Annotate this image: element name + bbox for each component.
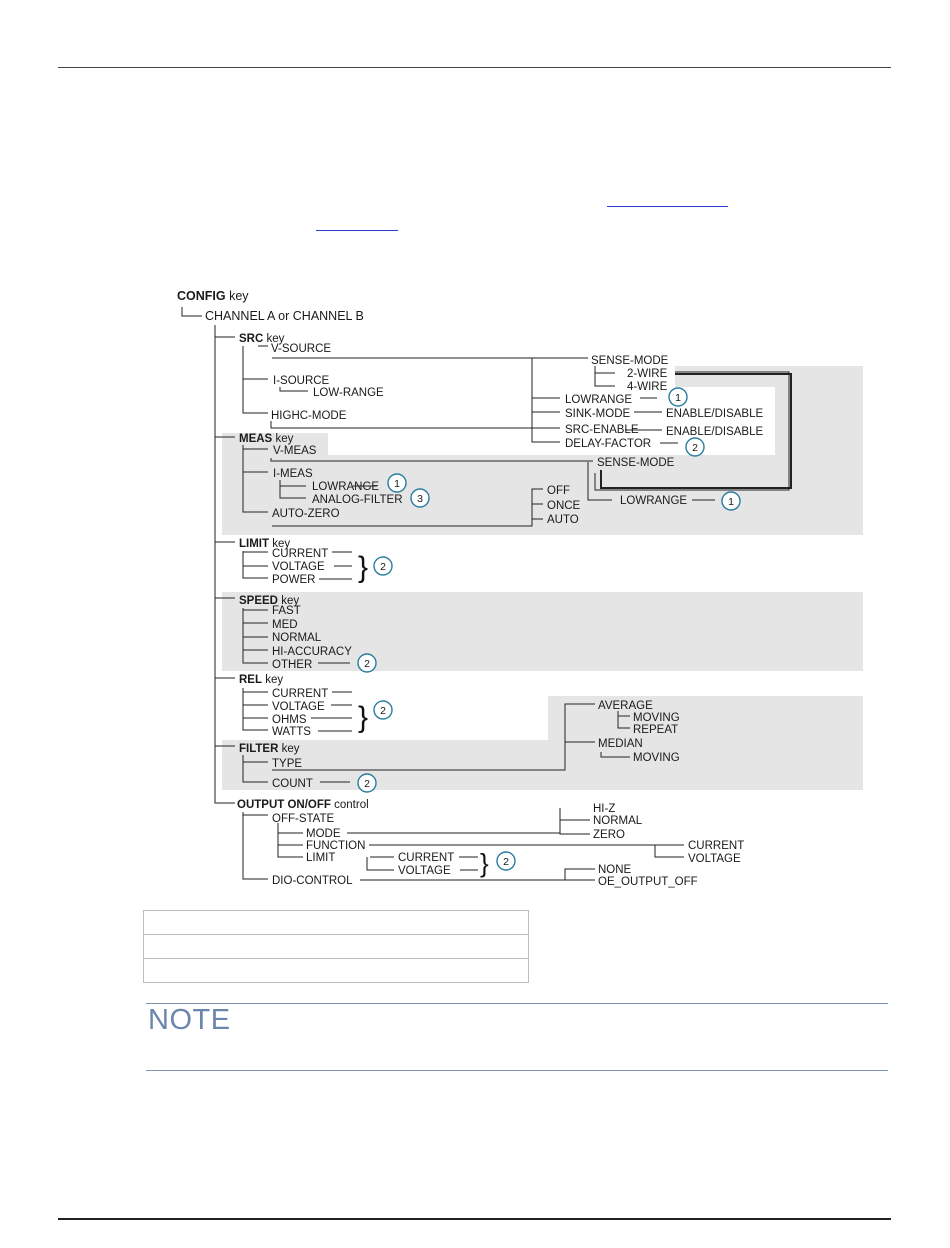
table-row: [144, 911, 529, 935]
sink-mode-value: ENABLE/DISABLE: [666, 408, 764, 420]
rel-ohms-item: OHMS: [272, 714, 307, 726]
src-enable-value: ENABLE/DISABLE: [666, 426, 764, 438]
note-marker: 1: [394, 478, 400, 490]
rel-brace: }: [358, 701, 369, 734]
delay-factor-item: DELAY-FACTOR: [565, 438, 652, 450]
footer-rule: [58, 1218, 891, 1220]
note-marker: 2: [503, 856, 509, 868]
output-limit-brace: }: [480, 848, 489, 878]
note-marker: 2: [364, 658, 370, 670]
two-wire-item: 2-WIRE: [627, 368, 668, 380]
off-state-mode-item: MODE: [306, 828, 341, 840]
note-marker: 3: [417, 493, 423, 505]
meas-lowrange-item: LOWRANGE: [312, 481, 380, 493]
filter-median-moving-item: MOVING: [633, 752, 680, 764]
auto-zero-once: ONCE: [547, 500, 581, 512]
speed-normal-item: NORMAL: [272, 632, 322, 644]
analog-filter-item: ANALOG-FILTER: [312, 494, 403, 506]
filter-type-item: TYPE: [272, 758, 303, 770]
speed-med-item: MED: [272, 619, 298, 631]
src-lowrange-item: LOWRANGE: [565, 394, 633, 406]
channel-label: CHANNEL A or CHANNEL B: [205, 309, 364, 323]
dio-none-item: NONE: [598, 864, 632, 876]
speed-other-item: OTHER: [272, 659, 313, 671]
function-voltage-item: VOLTAGE: [688, 853, 741, 865]
config-key-label: CONFIG key: [177, 289, 249, 303]
off-state-function-item: FUNCTION: [306, 840, 366, 852]
note-marker: 2: [380, 561, 386, 573]
v-source-item: V-SOURCE: [271, 343, 332, 355]
auto-zero-item: AUTO-ZERO: [272, 508, 340, 520]
off-state-limit-item: LIMIT: [306, 852, 336, 864]
limit-key-label: LIMIT key: [239, 538, 291, 550]
shaded-panels: [222, 366, 863, 790]
limit-brace: }: [358, 551, 369, 584]
meas-key-label: MEAS key: [239, 433, 294, 445]
note-marker: 2: [380, 705, 386, 717]
mode-hi-z-item: HI-Z: [593, 803, 616, 815]
speed-key-label: SPEED key: [239, 595, 300, 607]
filter-key-label: FILTER key: [239, 743, 300, 755]
low-range-item: LOW-RANGE: [313, 387, 384, 399]
table-row: [144, 959, 529, 983]
filter-count-item: COUNT: [272, 778, 313, 790]
mode-normal-item: NORMAL: [593, 815, 643, 827]
table-cell: [144, 959, 529, 983]
dio-oe-output-off-item: OE_OUTPUT_OFF: [598, 876, 698, 888]
note-marker: 1: [728, 496, 734, 508]
auto-zero-auto: AUTO: [547, 514, 579, 526]
auto-zero-off: OFF: [547, 485, 570, 497]
filter-average-moving-item: MOVING: [633, 712, 680, 724]
dio-control-item: DIO-CONTROL: [272, 875, 353, 887]
v-meas-item: V-MEAS: [273, 445, 317, 457]
speed-hi-accuracy-item: HI-ACCURACY: [272, 646, 352, 658]
highc-mode-item: HIGHC-MODE: [271, 410, 347, 422]
rel-voltage-item: VOLTAGE: [272, 701, 325, 713]
output-control-label: OUTPUT ON/OFF control: [237, 799, 369, 811]
four-wire-item: 4-WIRE: [627, 381, 668, 393]
speed-fast-item: FAST: [272, 605, 301, 617]
rel-watts-item: WATTS: [272, 726, 311, 738]
sink-mode-item: SINK-MODE: [565, 408, 631, 420]
meas-lowrange-right-item: LOWRANGE: [620, 495, 688, 507]
limit-power-item: POWER: [272, 574, 316, 586]
notes-table: [143, 910, 529, 983]
filter-average-item: AVERAGE: [598, 700, 653, 712]
i-source-item: I-SOURCE: [273, 375, 330, 387]
function-current-item: CURRENT: [688, 840, 745, 852]
note-marker: 2: [364, 778, 370, 790]
note-marker: 2: [692, 442, 698, 454]
i-meas-item: I-MEAS: [273, 468, 313, 480]
note-heading: NOTE: [148, 1004, 231, 1036]
rel-key-label: REL key: [239, 674, 284, 686]
off-state-item: OFF-STATE: [272, 813, 335, 825]
filter-median-item: MEDIAN: [598, 738, 643, 750]
note-marker: 1: [675, 392, 681, 404]
limit-voltage-item: VOLTAGE: [272, 561, 325, 573]
limit-current-item: CURRENT: [272, 548, 329, 560]
mode-zero-item: ZERO: [593, 829, 625, 841]
table-cell: [144, 911, 529, 935]
table-row: [144, 935, 529, 959]
note-bottom-rule: [146, 1070, 888, 1071]
src-key-label: SRC key: [239, 333, 285, 345]
off-state-limit-voltage-item: VOLTAGE: [398, 865, 451, 877]
table-cell: [144, 935, 529, 959]
src-sense-mode-item: SENSE-MODE: [591, 355, 669, 367]
src-enable-item: SRC-ENABLE: [565, 424, 639, 436]
filter-repeat-item: REPEAT: [633, 724, 679, 736]
note-top-rule: [146, 1003, 888, 1004]
meas-sense-mode-item: SENSE-MODE: [597, 457, 675, 469]
rel-current-item: CURRENT: [272, 688, 329, 700]
off-state-limit-current-item: CURRENT: [398, 852, 455, 864]
